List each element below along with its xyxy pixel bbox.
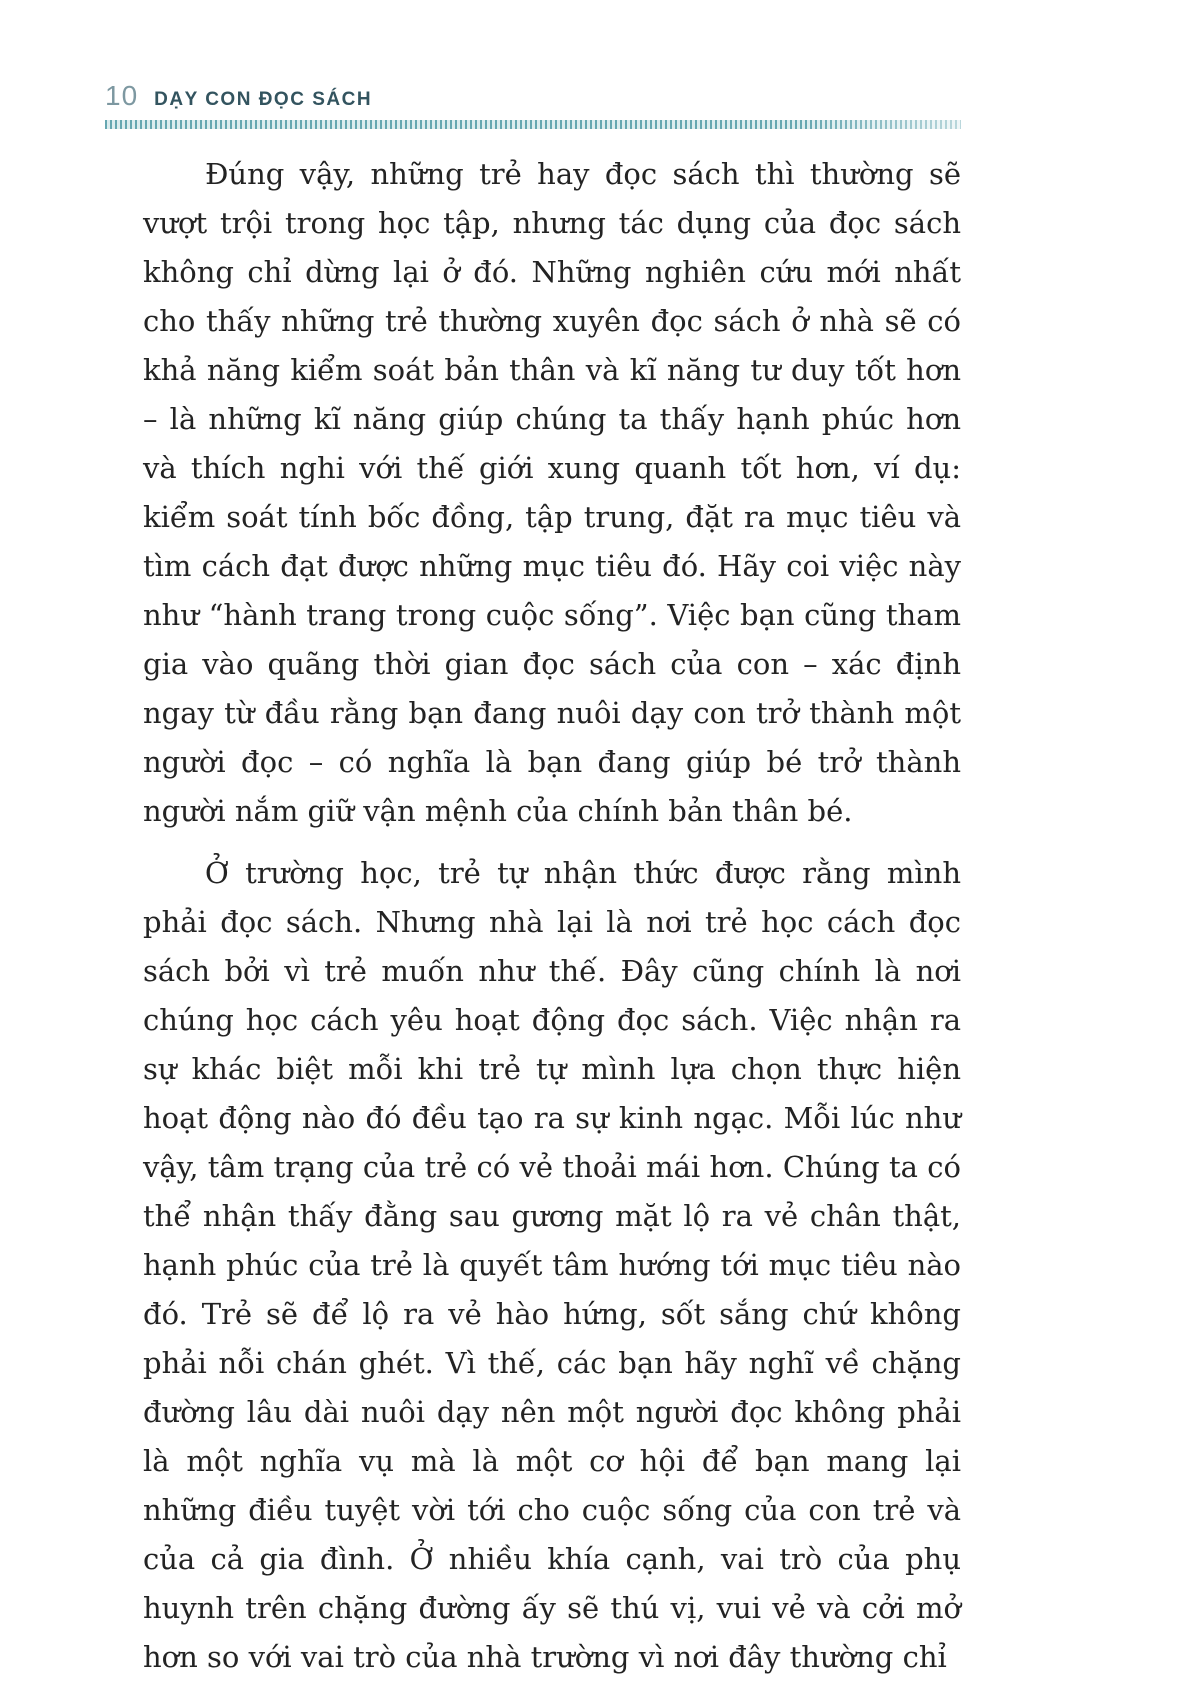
body-paragraph-1: Đúng vậy, những trẻ hay đọc sách thì thường sẽ vượt trội trong học tập, nhưng tác dụng của đọc sách không chỉ dừng lại ở đó. Những nghiên cứu mới nhất cho thấy những trẻ thường xuyên đọc sách ở nhà sẽ có khả năng kiểm soát bản thân và kĩ năng tư duy tốt hơn – là những kĩ năng giúp chúng ta thấy hạnh phúc hơn và thích nghi với thế giới xung quanh tốt hơn, ví dụ: kiểm soát tính bốc đồng, tập trung, đặt ra mục tiêu và tìm cách đạt được những mục tiêu đó. Hãy coi việc này như “hành trang trong cuộc sống”. Việc bạn cũng tham gia vào quãng thời gian đọc sách của con – xác định ngay từ đầu rằng bạn đang nuôi dạy con trở thành một người đọc – có nghĩa là bạn đang giúp bé trở thành người nắm giữ vận mệnh của chính bản thân bé. — [143, 157, 961, 828]
page-number: 10 — [105, 80, 139, 111]
page-header — [105, 80, 961, 129]
running-head — [105, 80, 961, 112]
decorative-stripe-band — [105, 120, 961, 129]
body-paragraph-2: Ở trường học, trẻ tự nhận thức được rằng mình phải đọc sách. Nhưng nhà lại là nơi trẻ học cách đọc sách bởi vì trẻ muốn như thế. Đây cũng chính là nơi chúng học cách yêu hoạt động đọc sách. Việc nhận ra sự khác biệt mỗi khi trẻ tự mình lựa chọn thực hiện hoạt động nào đó đều tạo ra sự kinh ngạc. Mỗi lúc như vậy, tâm trạng của trẻ có vẻ thoải mái hơn. Chúng ta có thể nhận thấy đằng sau gương mặt lộ ra vẻ chân thật, hạnh phúc của trẻ là quyết tâm hướng tới mục tiêu nào đó. Trẻ sẽ để lộ ra vẻ hào hứng, sốt sắng chứ không phải nỗi chán ghét. Vì thế, các bạn hãy nghĩ về chặng đường lâu dài nuôi dạy nên một người đọc không phải là một nghĩa vụ mà là một cơ hội để bạn mang lại những điều tuyệt vời tới cho cuộc sống của con trẻ và của cả gia đình. Ở nhiều khía cạnh, vai trò của phụ huynh trên chặng đường ấy sẽ thú vị, vui vẻ và cởi mở hơn so với vai trò của nhà trường vì nơi đây thường chỉ — [143, 856, 961, 1674]
page-body-text — [143, 150, 961, 1683]
book-title: DẠY CON ĐỌC SÁCH — [154, 89, 373, 110]
